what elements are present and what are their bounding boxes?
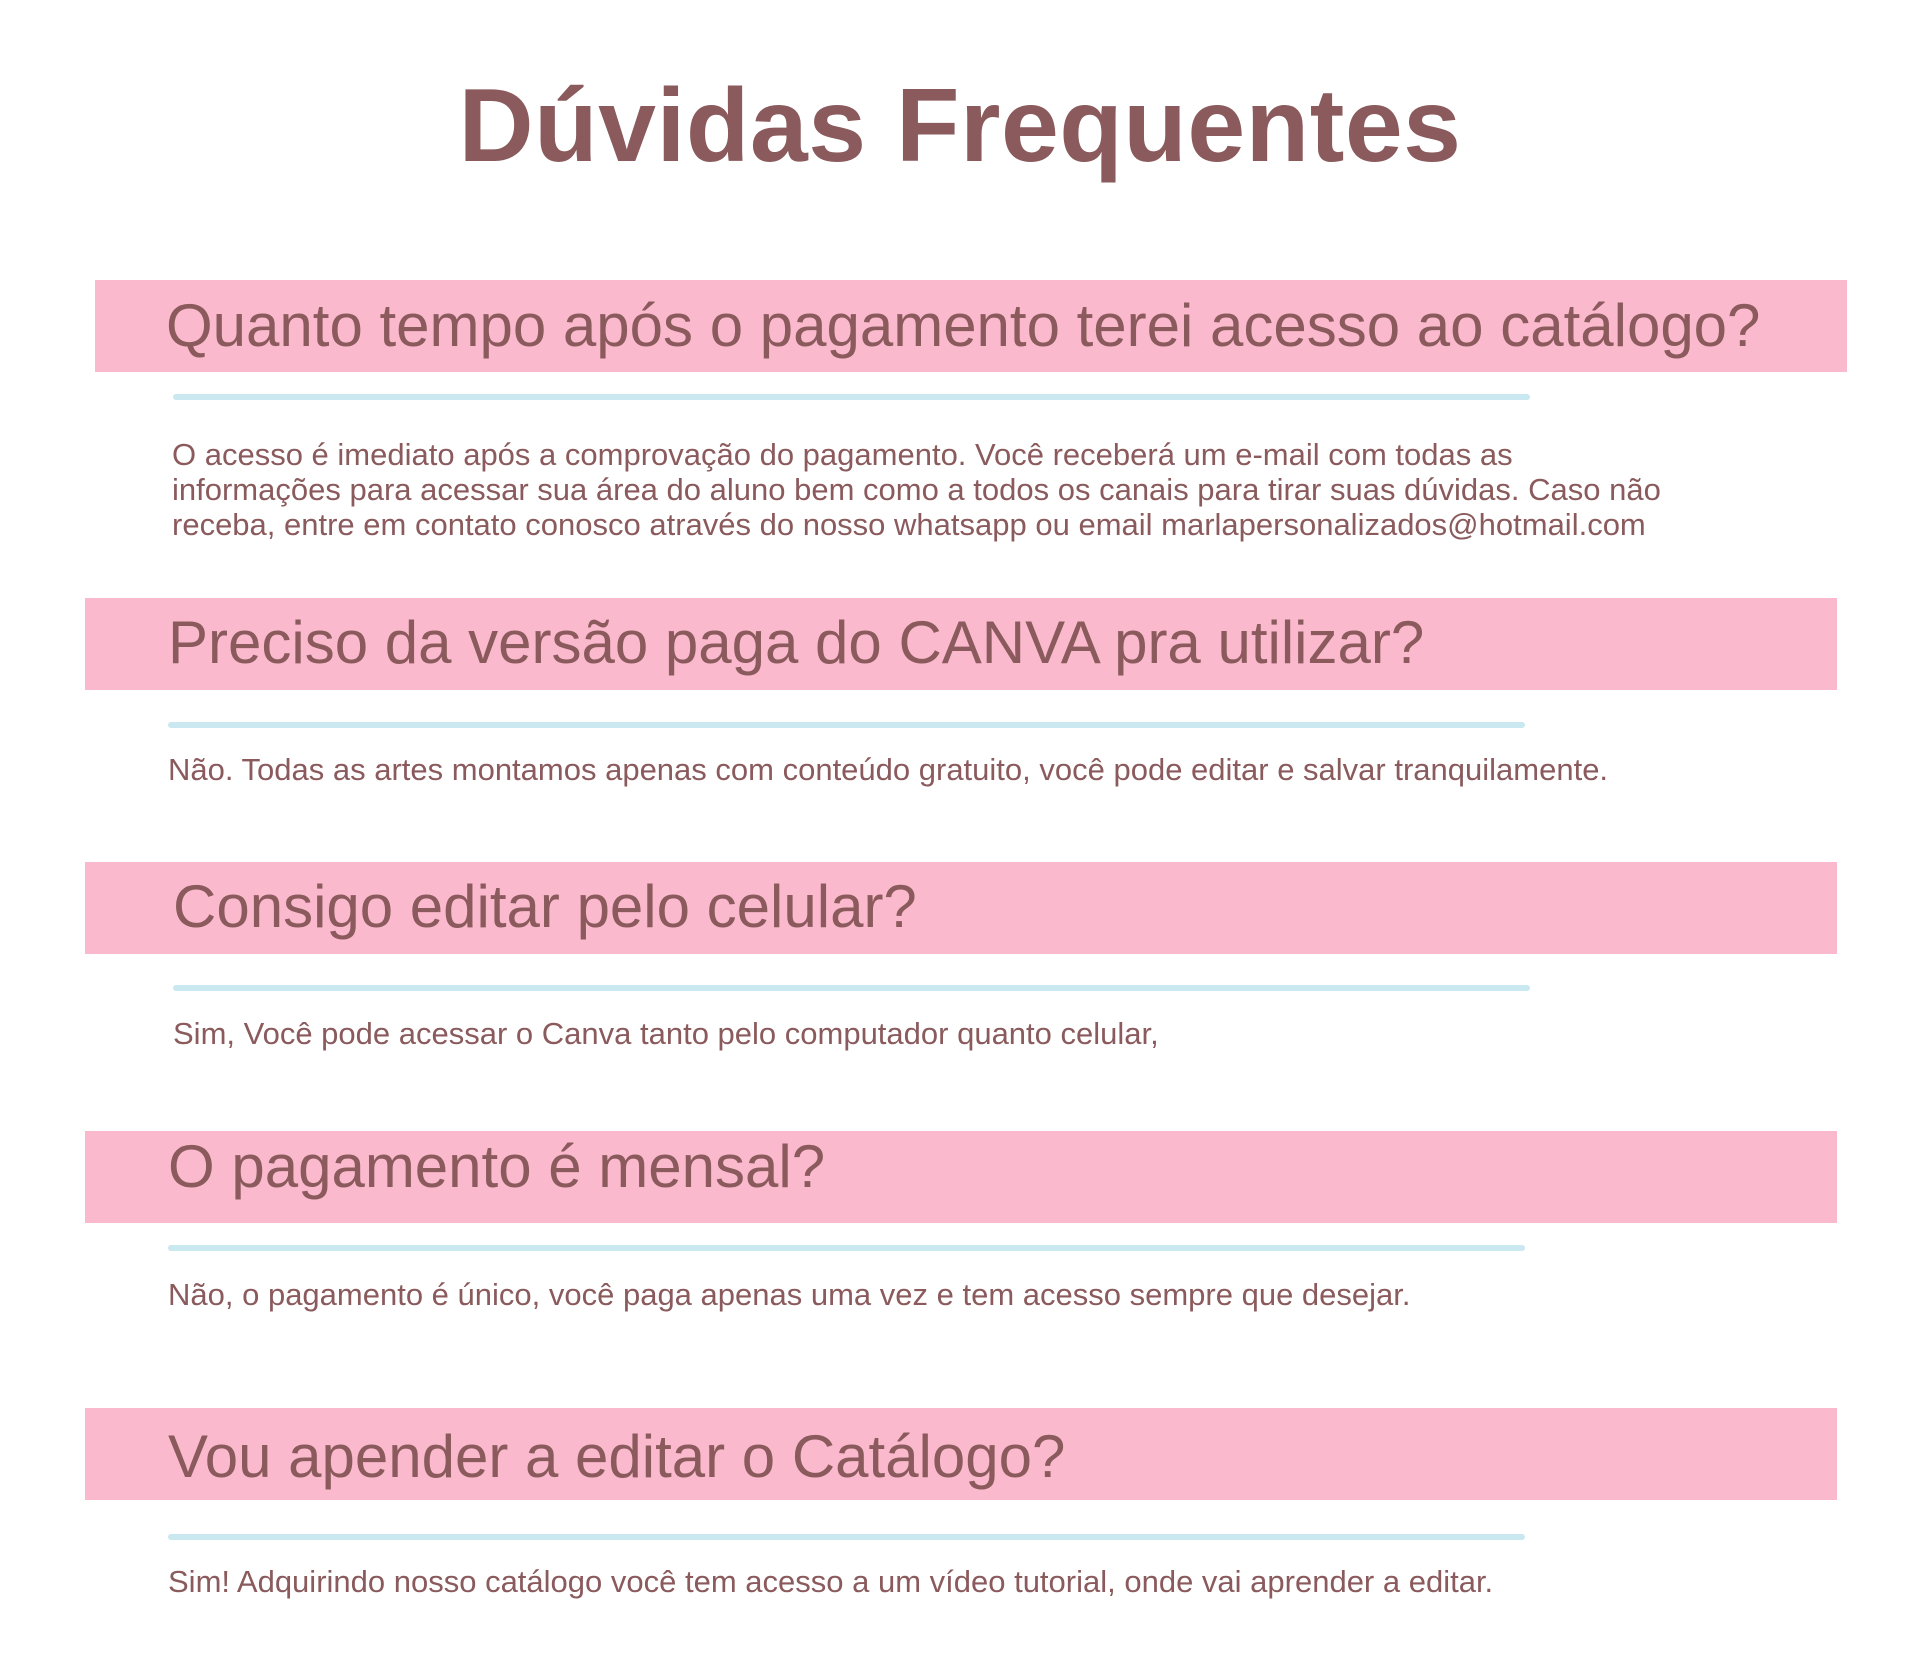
faq-question: O pagamento é mensal?	[168, 1133, 826, 1200]
faq-answer-line: informações para acessar sua área do aluno bem como a todos os canais para tirar suas dúvidas. Caso não	[172, 472, 1661, 507]
divider-line	[168, 1245, 1525, 1251]
faq-question: Quanto tempo após o pagamento terei acesso ao catálogo?	[166, 292, 1761, 359]
faq-answer-line: Sim! Adquirindo nosso catálogo você tem acesso a um vídeo tutorial, onde vai aprender a editar.	[168, 1564, 1494, 1599]
divider-line	[168, 1534, 1525, 1540]
faq-question: Consigo editar pelo celular?	[173, 873, 917, 940]
faq-answer-line: Não. Todas as artes montamos apenas com conteúdo gratuito, você pode editar e salvar tranquilamente.	[168, 752, 1609, 787]
faq-answer-line: O acesso é imediato após a comprovação do pagamento. Você receberá um e-mail com todas as	[172, 437, 1513, 472]
page-title: Dúvidas Frequentes	[458, 68, 1462, 184]
faq-question: Preciso da versão paga do CANVA pra utilizar?	[168, 609, 1425, 676]
divider-line	[173, 985, 1530, 991]
divider-line	[173, 394, 1530, 400]
divider-line	[168, 722, 1525, 728]
faq-answer-line: Não, o pagamento é único, você paga apenas uma vez e tem acesso sempre que desejar.	[168, 1277, 1411, 1312]
faq-question: Vou apender a editar o Catálogo?	[168, 1423, 1066, 1490]
faq-answer-line: Sim, Você pode acessar o Canva tanto pelo computador quanto celular,	[173, 1016, 1159, 1051]
faq-answer-line: receba, entre em contato conosco através do nosso whatsapp ou email marlapersonalizados@hotmail.com	[172, 507, 1646, 542]
